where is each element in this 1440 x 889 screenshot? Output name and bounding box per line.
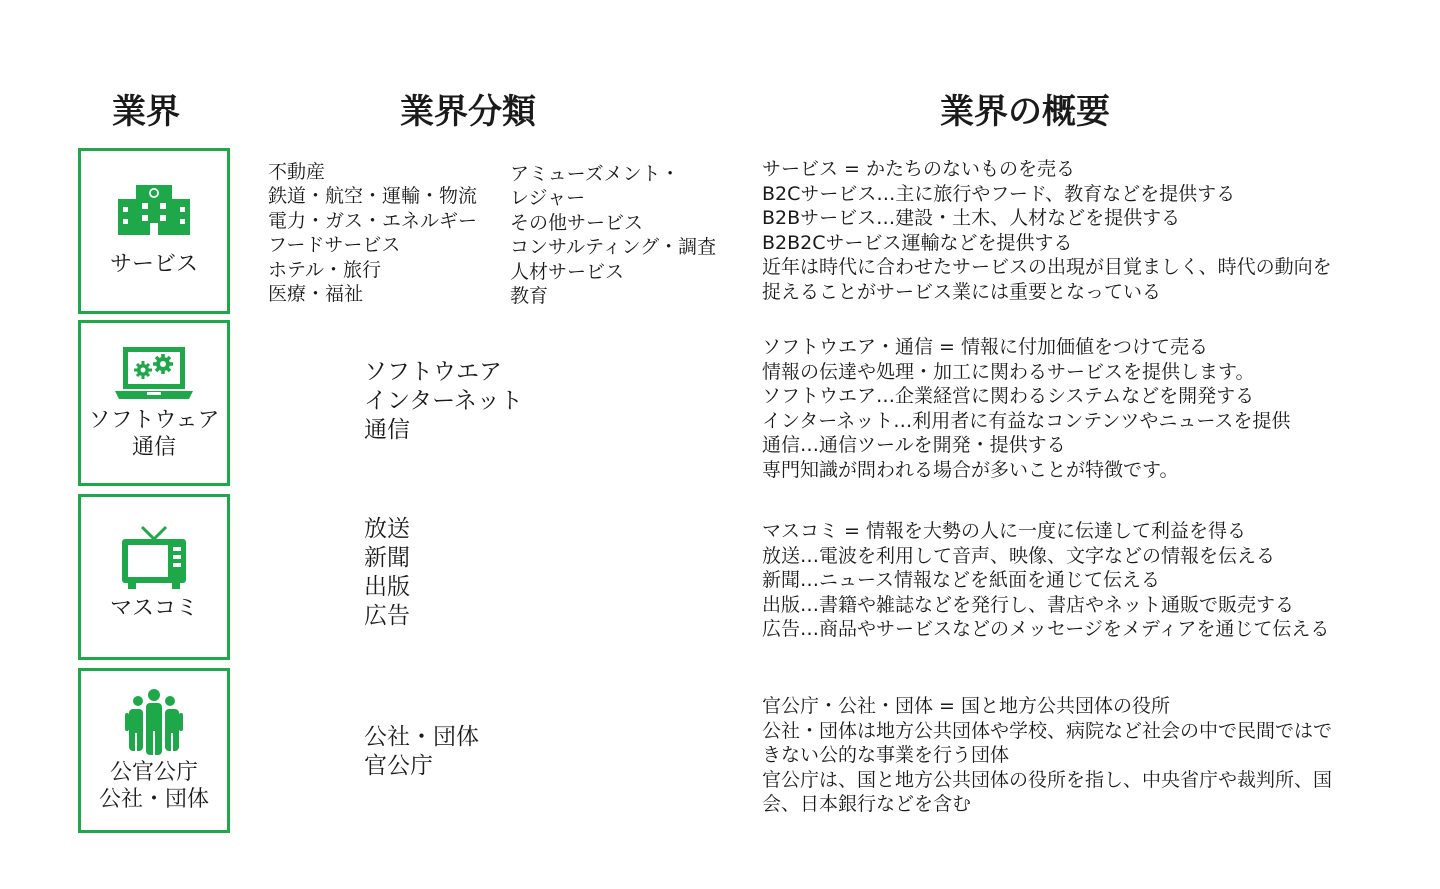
- overview-line: 官公庁は、国と地方公共団体の役所を指し、中央省庁や裁判所、国: [762, 768, 1333, 791]
- category-item: 不動産: [268, 161, 326, 183]
- header-classification: 業界分類: [400, 92, 536, 132]
- category-item: ソフトウエア: [364, 359, 502, 385]
- category-item: 出版: [364, 574, 410, 600]
- category-item: 官公庁: [364, 753, 433, 779]
- people-group-icon: [81, 687, 227, 757]
- overview-service: [762, 157, 1382, 305]
- industry-card-service: [78, 148, 230, 314]
- overview-line: 広告…商品やサービスなどのメッセージをメディアを通じて伝える: [762, 618, 1330, 641]
- tv-icon: [81, 525, 227, 591]
- building-icon: [81, 179, 227, 241]
- overview-line: 会、日本銀行などを含む: [762, 793, 972, 816]
- category-item: 電力・ガス・エネルギー: [268, 209, 478, 232]
- overview-line: 通信…通信ツールを開発・提供する: [762, 434, 1066, 457]
- category-item: 新聞: [364, 545, 410, 571]
- industry-label: 公官公庁: [109, 760, 198, 785]
- category-item: 公社・団体: [364, 724, 479, 750]
- overview-line: 近年は時代に合わせたサービスの出現が目覚ましく、時代の動向を: [762, 256, 1332, 279]
- industry-label: 通信: [131, 435, 176, 460]
- overview-software: [762, 335, 1382, 483]
- category-item: 広告: [364, 603, 410, 629]
- industry-label: 公社・団体: [98, 787, 209, 812]
- industry-card-mass-media: [78, 494, 230, 660]
- category-item: 医療・福祉: [268, 283, 364, 306]
- overview-line: 放送…電波を利用して音声、映像、文字などの情報を伝える: [762, 544, 1276, 567]
- overview-line: ソフトウエア・通信 = 情報に付加価値をつけて売る: [762, 336, 1209, 358]
- overview-line: マスコミ = 情報を大勢の人に一度に伝達して利益を得る: [762, 520, 1247, 542]
- category-item: インターネット: [364, 388, 523, 414]
- category-item: ホテル・旅行: [268, 258, 382, 281]
- overview-line: 情報の伝達や処理・加工に関わるサービスを提供します。: [762, 360, 1255, 383]
- overview-line: B2Bサービス…建設・土木、人材などを提供する: [762, 207, 1181, 230]
- overview-line: 官公庁・公社・団体 = 国と地方公共団体の役所: [762, 695, 1171, 717]
- overview-line: サービス = かたちのないものを売る: [762, 158, 1075, 180]
- industry-label: マスコミ: [109, 596, 198, 621]
- header-overview: 業界の概要: [940, 92, 1110, 132]
- category-item: その他サービス: [510, 211, 644, 234]
- category-list-public: [364, 723, 479, 781]
- category-item: アミューズメント・: [510, 163, 680, 185]
- header-industry: 業界: [112, 92, 180, 132]
- overview-line: 専門知識が問われる場合が多いことが特徴です。: [762, 458, 1179, 481]
- category-item: レジャー: [510, 187, 586, 210]
- overview-line: B2Cサービス…主に旅行やフード、教育などを提供する: [762, 182, 1236, 205]
- overview-line: 新聞…ニュース情報などを紙面を通じて伝える: [762, 569, 1161, 592]
- category-item: コンサルティング・調査: [510, 236, 717, 259]
- category-item: 通信: [364, 417, 410, 443]
- overview-line: B2B2Cサービス運輸などを提供する: [762, 231, 1073, 254]
- overview-line: きない公的な事業を行う団体: [762, 744, 1010, 767]
- category-list-mass-media: [364, 515, 410, 631]
- category-item: 人材サービス: [510, 260, 625, 283]
- category-item: 鉄道・航空・運輸・物流: [268, 185, 478, 208]
- category-item: フードサービス: [268, 234, 401, 257]
- overview-mass-media: [762, 519, 1382, 642]
- industry-label: ソフトウェア: [88, 408, 220, 433]
- overview-line: 公社・団体は地方公共団体や学校、病院など社会の中で民間ではで: [762, 719, 1333, 742]
- overview-line: ソフトウエア…企業経営に関わるシステムなどを開発する: [762, 385, 1255, 408]
- category-list-service-1: [268, 160, 477, 306]
- category-item: 放送: [364, 516, 410, 542]
- overview-line: 出版…書籍や雑誌などを発行し、書店やネット通販で販売する: [762, 593, 1295, 616]
- overview-line: 捉えることがサービス業には重要となっている: [762, 280, 1162, 303]
- industry-card-software: [78, 320, 230, 486]
- laptop-gear-icon: [81, 345, 227, 403]
- category-list-software: [364, 358, 523, 445]
- overview-public: [762, 694, 1382, 817]
- industry-card-public: [78, 668, 230, 833]
- category-list-service-2: [510, 162, 716, 308]
- overview-line: インターネット…利用者に有益なコンテンツやニュースを提供: [762, 409, 1291, 432]
- category-item: 教育: [510, 285, 549, 308]
- industry-label: サービス: [109, 252, 198, 277]
